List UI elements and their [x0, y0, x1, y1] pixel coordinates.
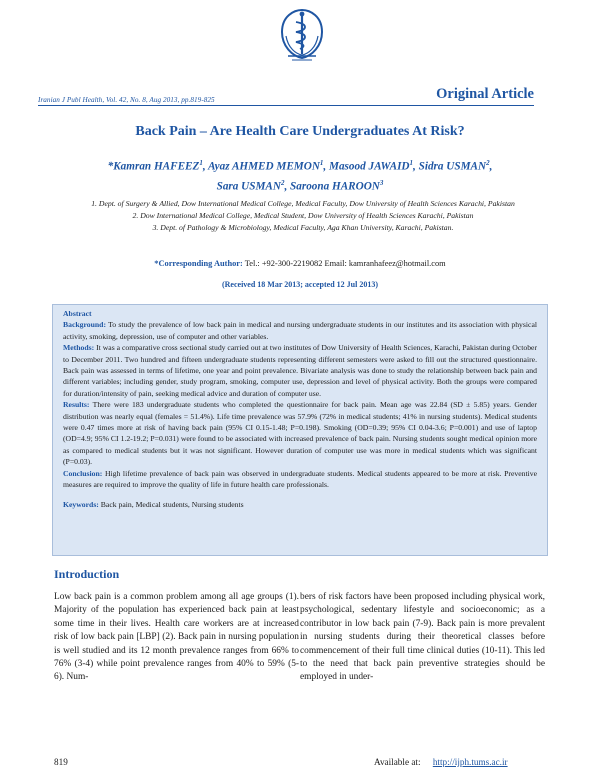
background-label: Background:: [63, 320, 107, 330]
journal-logo: [274, 6, 330, 64]
body-column-right: [300, 591, 545, 685]
intro-paragraph-right: bers of risk factors have been proposed including physical work, psychological, sedentary lifestyle and socioeconomic; as a contributor in low back pain (7-9). Back pain is more prevalent in nursing students during their theoretical classes before commencement of their full time clinical duties (10-11). This led to the need that back pain preventive strategies should be employed in under-: [300, 592, 545, 683]
author-name: Sidra USMAN: [418, 160, 487, 173]
author-affil-mark: 2: [280, 178, 285, 187]
abstract-background: [63, 319, 537, 342]
abstract-conclusion: [63, 468, 537, 491]
received-dates: (Received 18 Mar 2013; accepted 12 Jul 2013): [221, 280, 379, 289]
keywords-text: Back pain, Medical students, Nursing students: [100, 499, 244, 509]
corresponding-author-details: Tel.: +92-300-2219082 Email: kamranhafeez@hotmail.com: [244, 259, 446, 268]
affiliations: [48, 198, 558, 234]
corresponding-author: [0, 259, 600, 268]
results-label: Results:: [63, 400, 90, 410]
abstract-methods: [63, 342, 537, 399]
corresponding-author-label: *Corresponding Author:: [154, 259, 243, 268]
affiliation-1: 1. Dept. of Surgery & Allied, Dow International Medical College, Medical Faculty, Dow University of Health Sciences Karachi, Pakistan: [91, 199, 515, 208]
introduction-heading: Introduction: [54, 567, 120, 581]
author-affil-mark: 1: [199, 159, 203, 167]
methods-label: Methods:: [63, 343, 95, 353]
journal-citation: Iranian J Publ Health, Vol. 42, No. 8, Aug 2013, pp.819-825: [38, 96, 215, 104]
abstract-keywords: [63, 499, 537, 510]
journal-emblem-icon: [274, 6, 330, 64]
author-list: [40, 155, 560, 194]
abstract-box: [52, 304, 548, 556]
author-name: *Kamran HAFEEZ: [107, 160, 200, 173]
intro-paragraph-left: Low back pain is a common problem among all age groups (1). Majority of the population has experienced back pain at least some time in their lives. Health care workers are at increased risk of low back pain [LBP] (2). Back pain in nursing population is well studied and its 12 month prevalence ranges from 66% to 76% (3-4) while point prevalence ranges from 40% to 59% (5-6). Num-: [54, 592, 299, 683]
author-line-1: *Kamran HAFEEZ$^1$, Ayaz AHMED MEMON$^1$, Masood JAWAID$^1$, Sidra USMAN$^2$,: [107, 159, 493, 173]
background-text: To study the prevalence of low back pain in medical and nursing undergraduate students in our institutes and its association with physical activity, smoking, depression, use of computer and other variables.: [63, 320, 537, 341]
author-name: Sara USMAN: [216, 180, 281, 193]
author-affil-mark: 1: [409, 159, 414, 167]
keywords-label: Keywords:: [63, 499, 99, 509]
author-line-2: Sara USMAN$^2$, Saroona HAROON$^3$: [216, 178, 384, 193]
results-text: There were 183 undergraduate students who completed the questionnaire for back pain. Mean age was 22.84 (SD ± 5.85) years. Gender distribution was nearly equal (females = 51.4%). Life time prevalence was 57.9% (72% in medical students; 41% in nursing students). Medical students were 0.47 times more at risk of having back pain (95% CI 0.15-1.48; P=0.198). Smoking (OD=0.39; 95% CI 0.04-3.6; P=0.001) and use of laptop (OD=4.9; 95% CI 1.2-19.2; P=0.031) were found to be associated with increased prevalence of back pain. Nursing students sought medical opinion more as compared to medical students but it was not significant. However duration of computer use was more in medical students which was significant (P=0.03).: [63, 400, 537, 467]
author-name: Saroona HAROON: [290, 180, 380, 193]
header-divider: [38, 105, 534, 106]
author-name: Ayaz AHMED MEMON: [208, 160, 320, 173]
author-name: Masood JAWAID: [329, 160, 410, 173]
conclusion-text: High lifetime prevalence of back pain was observed in undergraduate students. Medical students appeared to be more at risk. Preventive measures are required to improve the quality of life in future health care professionals.: [63, 468, 538, 490]
article-type-label: Original Article: [436, 86, 534, 102]
methods-text: It was a comparative cross sectional study carried out at two institutes of Dow University of Health Sciences, Karachi, Pakistan during October to December 2011. Two hundred and fifteen undergraduate students representing different semesters were asked to fill out the structured questionnaire. Back pain was assessed in terms of lifetime, one year and point prevalence. Bivariate analysis was done to study the relationship between back pain and different variables; including gender, study program, smoking, computer use, depression and level of physical activity. Both the groups were compared for duration/intensity of pain, seeking medical advice and duration of computer use.: [63, 343, 538, 398]
author-affil-mark: 1: [319, 159, 324, 167]
abstract-heading: Abstract: [63, 309, 92, 318]
abstract-results: [63, 399, 537, 467]
conclusion-label: Conclusion:: [63, 468, 103, 478]
journal-url-link[interactable]: http://ijph.tums.ac.ir: [432, 757, 508, 767]
page-number: 819: [54, 757, 68, 767]
author-affil-mark: 3: [379, 178, 384, 187]
affiliation-3: 3. Dept. of Pathology & Microbiology, Medical Faculty, Aga Khan University, Karachi, Pakistan.: [152, 223, 454, 232]
affiliation-2: 2. Dow International Medical College, Medical Student, Dow University of Health Sciences Karachi, Pakistan: [132, 211, 474, 220]
article-title: Back Pain – Are Health Care Undergraduates At Risk?: [135, 124, 465, 139]
author-affil-mark: 2: [486, 159, 490, 167]
available-label: Available at:: [374, 757, 421, 767]
availability-line: [374, 757, 508, 767]
body-column-left: [54, 591, 299, 685]
